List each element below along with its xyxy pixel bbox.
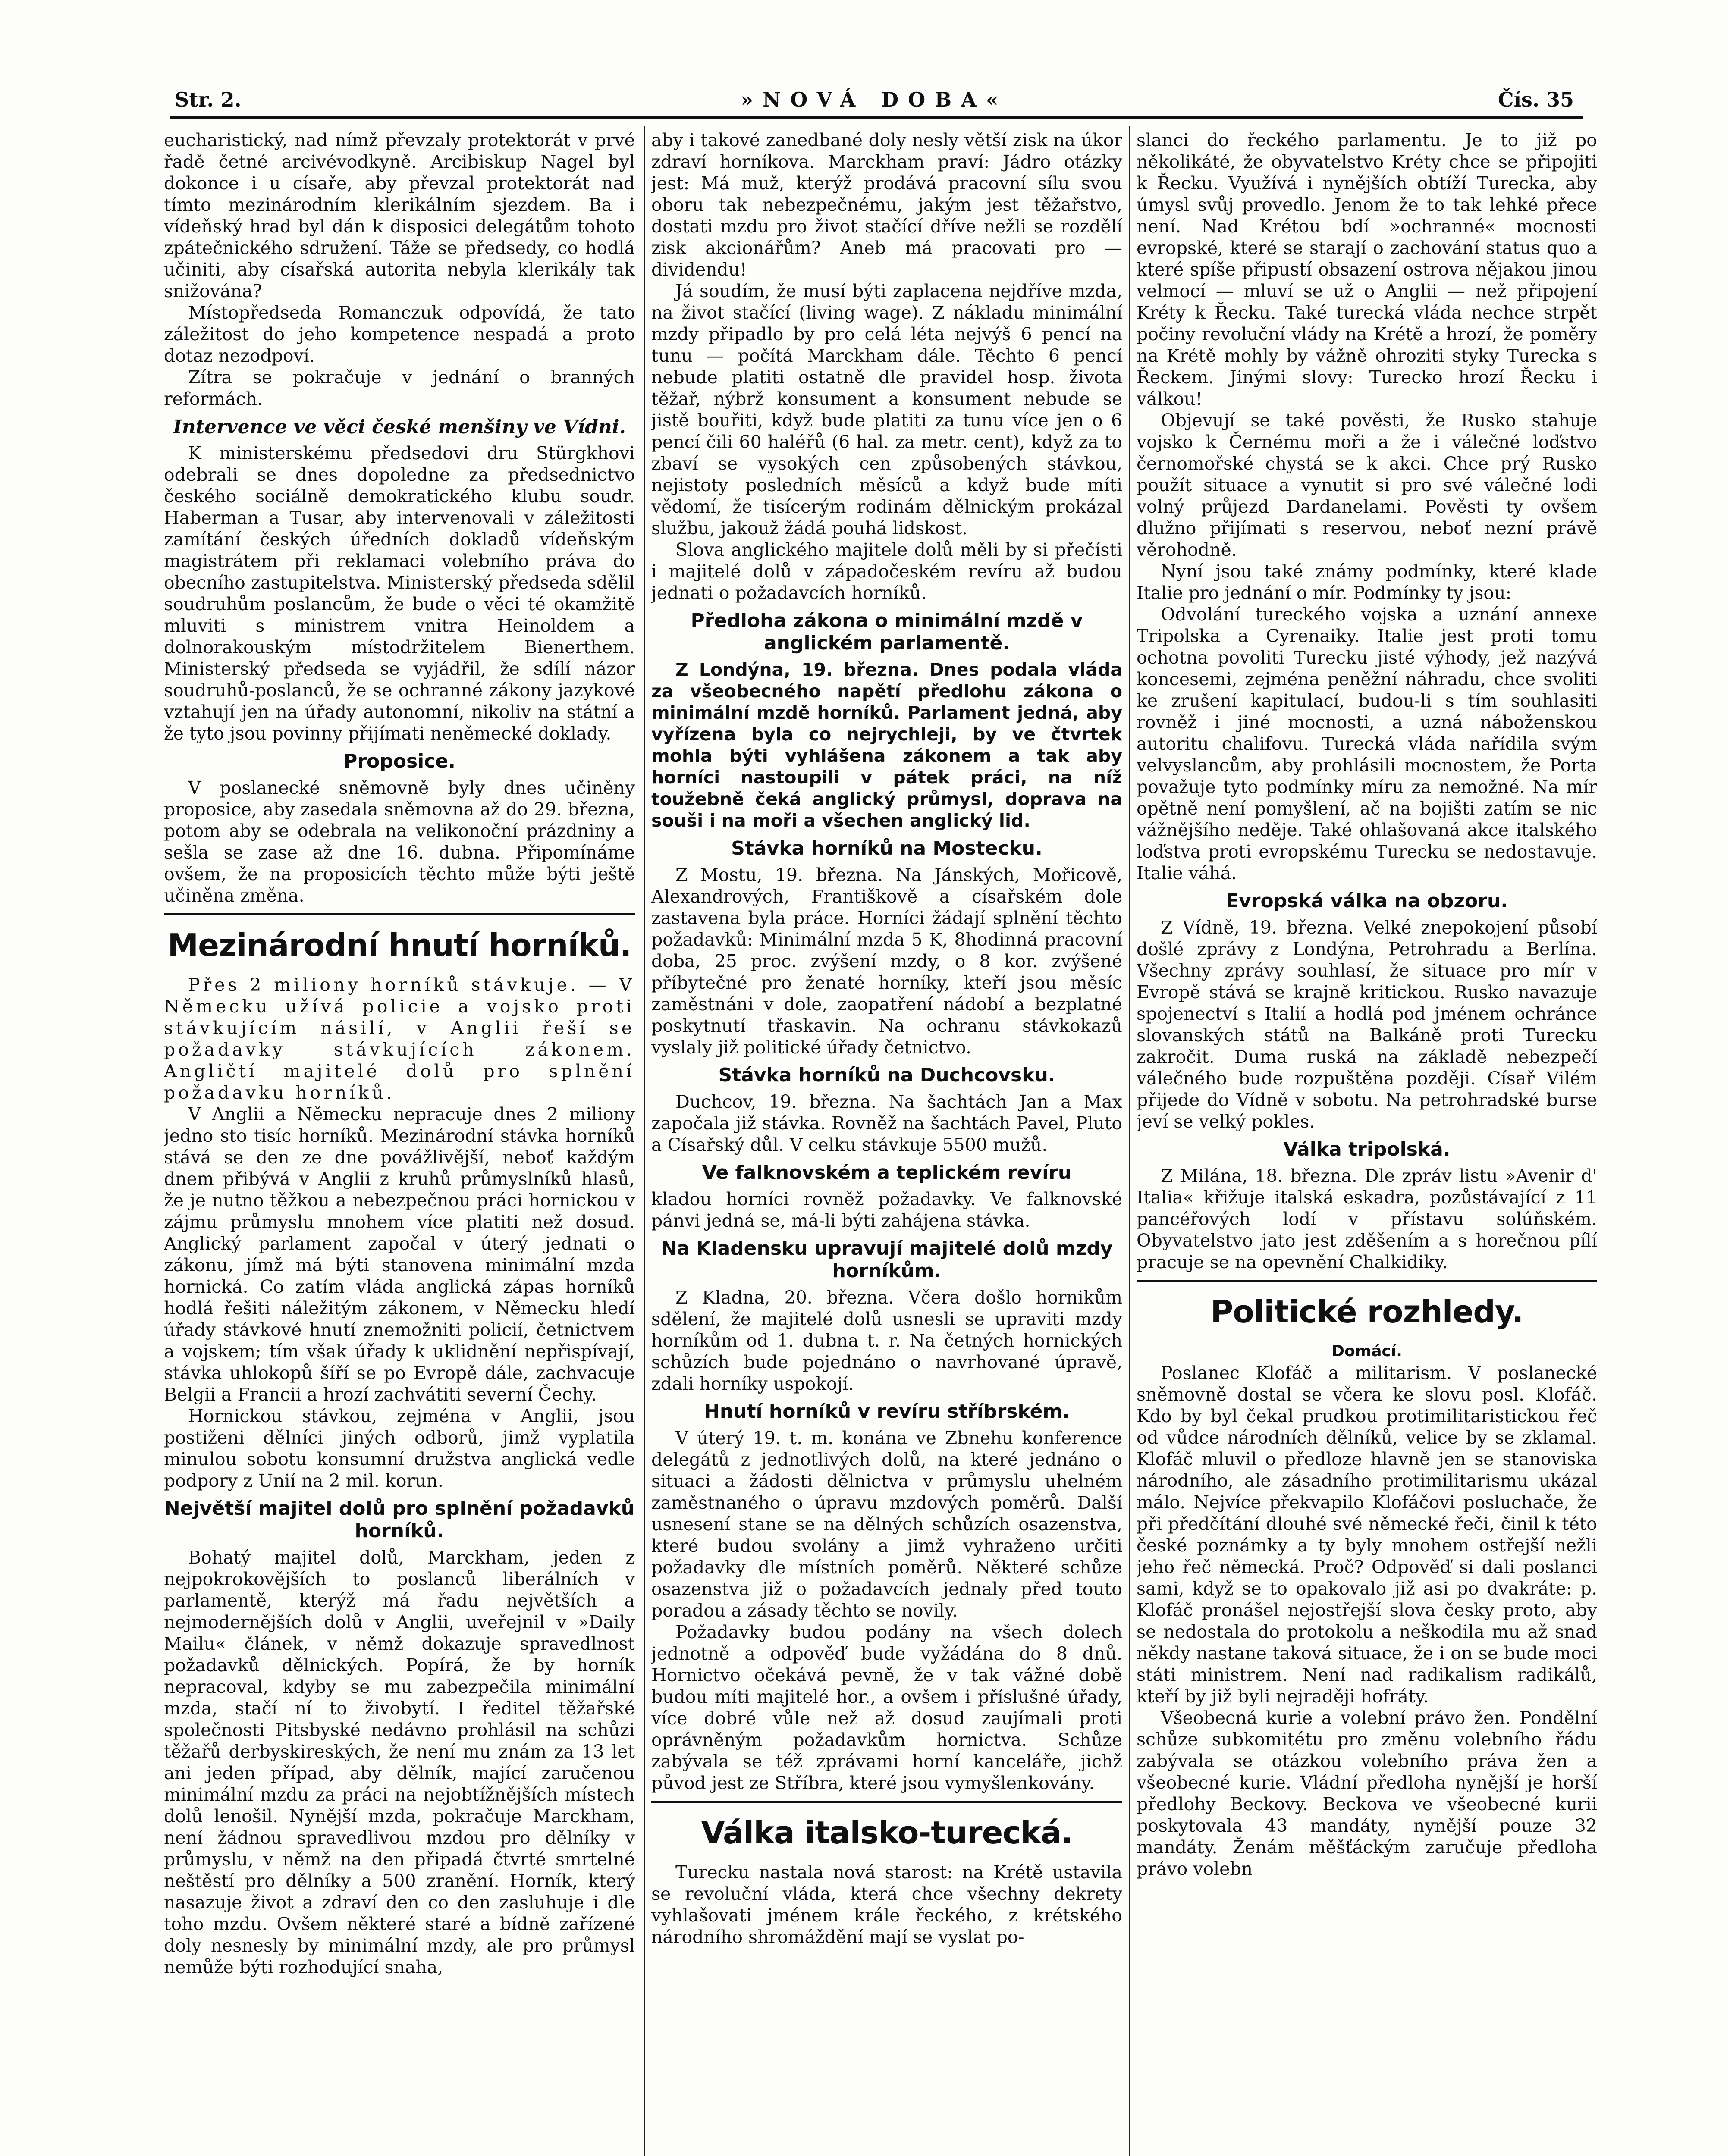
lead-paragraph: Přes 2 miliony horníků stávkuje. — V Německu užívá policie a vojsko proti stávkujícím násilí, v Anglii řeší se požadavky stávkujících zákonem. Angličtí majitelé dolů pro splnění požadavku horníků.	[164, 975, 635, 1103]
article-paragraph: Turecku nastala nová starost: na Krétě ustavila se revoluční vláda, která chce všechny dekrety vyhlašovati jménem krále řeckého, z krétského národního shromáždění mají se vyslat po-	[651, 1862, 1122, 1947]
column-2	[651, 129, 1122, 2156]
article-paragraph: Místopředseda Romanczuk odpovídá, že tato záležitost do jeho kompetence nespadá a proto dotaz nezodpoví.	[164, 302, 635, 366]
section-heading: Ve falknovském a teplickém revíru	[702, 1162, 1072, 1184]
article-paragraph: K ministerskému předsedovi dru Stürgkhovi odebrali se dnes dopoledne za předsednictvo českého sociálně demokratického klubu soudr. Haberman a Tusar, aby intervenovali v záležitosti zamítání českých úředních dokladů vídeňským magistrátem při reklamaci volebního práva do obecního zastupitelstva. Ministerský předseda sdělil soudruhům poslancům, že bude o věci té okamžitě mluviti s ministrem vnitra Heinoldem a dolnorakouským místodržitelem Bienerthem. Ministerský předseda se vyjádřil, že sdílí názor soudruhů-poslanců, že se ochranné zákony jazykové vztahují jen na úřady autonomní, nikoliv na státní a že tyto jsou povinny přijímati neněmecké doklady.	[164, 443, 635, 744]
section-heading: Stávka horníků na Mostecku.	[731, 837, 1042, 859]
main-headline: Válka italsko-turecká.	[701, 1814, 1073, 1851]
header-rule	[170, 116, 1583, 119]
article-paragraph: Zítra se pokračuje v jednání o branných reformách.	[164, 367, 635, 409]
page-number: Str. 2.	[175, 88, 242, 111]
section-heading: Evropská válka na obzoru.	[1226, 890, 1508, 912]
article-paragraph: Objevují se také pověsti, že Rusko stahuje vojsko k Černému moři a že i válečné loďstvo černomořské chystá se k akci. Chce prý Rusko použít situace a vynutit si pro své válečné lodi volný průjezd Dardanelami. Pověsti ty ovšem dlužno přijímati s reservou, neboť nezní právě věrohodně.	[1137, 410, 1597, 560]
main-headline: Politické rozhledy.	[1210, 1294, 1523, 1330]
article-paragraph: Z Mostu, 19. března. Na Jánských, Mořicově, Alexandrových, Františkově a císařském dole zastavena byla práce. Horníci žádají splnění těchto požadavků: Minimální mzda 5 K, 8hodinná pracovní doba, 25 proc. zvýšení mzdy, o 8 kor. zvýšené příbytečné pro ženaté horníky, kteří jsou měsíc zaměstnáni v dole, zaopatření nádobí a bezplatné poskytnutí třaskavin. Na ochranu stávkokazů vyslaly již politické úřady četnictvo.	[651, 865, 1122, 1058]
main-headline: Mezinárodní hnutí horníků.	[167, 927, 631, 963]
article-paragraph: V Anglii a Německu nepracuje dnes 2 miliony jedno sto tisíc horníků. Mezinárodní stávka horníků stává se den ze dne povážlivější, neboť každým dnem přibývá v Anglii z kruhů průmyslníků hlasů, že je nutno těžkou a nebezpečnou práci hornickou v zájmu průmyslu mnohem více platiti než dosud. Anglický parlament započal v úterý jednati o zákonu, jímž má býti stanovena minimální mzda hornická. Co zatím vláda anglická zápas horníků hodlá řešiti náležitým zákonem, v Německu hledí úřady stávkové hnutí znemožniti policií, četnictvem a vojskem; tím však úřady k uklidnění nepřispívají, stávka uhlokopů šíří se po Evropě dále, zachvacuje Belgii a Francii a hrozí zachvátiti severní Čechy.	[164, 1104, 635, 1405]
section-heading: Největší majitel dolů pro splnění požadavků horníků.	[164, 1498, 635, 1542]
article-paragraph: Hornickou stávkou, zejména v Anglii, jsou postiženi dělníci jiných odborů, jimž vyplatila minulou sobotu konsumní družstva anglická vedle podpory z Unií na 2 mil. korun.	[164, 1406, 635, 1491]
column-divider	[1129, 126, 1130, 2156]
article-paragraph: Z Kladna, 20. března. Včera došlo hornikům sdělení, že majitelé dolů usnesli se upraviti mzdy horníkům od 1. dubna t. r. Na četných hornických schůzích bude pojednáno o navrhované úpravě, zdali horníky uspokojí.	[651, 1287, 1122, 1394]
issue-number: Čís. 35	[1498, 88, 1574, 111]
column-divider	[644, 126, 645, 2156]
divider	[651, 1801, 1122, 1803]
page-header	[175, 82, 1574, 116]
section-heading: Válka tripolská.	[1283, 1138, 1451, 1160]
section-heading: Proposice.	[343, 750, 455, 772]
section-heading: Stávka horníků na Duchcovsku.	[718, 1064, 1055, 1086]
article-paragraph: Z Vídně, 19. března. Velké znepokojení působí došlé zprávy z Londýna, Petrohradu a Berlína. Všechny zprávy souhlasí, že situace pro mír v Evropě stává se krajně kritickou. Rusko navazuje spojenectví s Italií a hodlá pod jménem ochránce slovanských států na Balkáně proti Turecku zakročit. Duma ruská na základě nebezpečí válečného bude rozpuštěna později. Císař Vilém přijede do Vídně v sobotu. Na petrohradské burse jeví se velký pokles.	[1137, 917, 1597, 1132]
article-paragraph: V úterý 19. t. m. konána ve Zbnehu konference delegátů z jednotlivých dolů, na které jednáno o situaci a žádosti dělnictva v průmyslu uhelném zaměstnaného o úpravu mzdových poměrů. Další usnesení stane se na dělných schůzích osazenstva, které budou svolány a jimž vyhraženo určiti požadavky dle místních poměrů. Některé schůze osazenstva již o požadavcích jednaly před touto poradou a zásady těchto se novily.	[651, 1428, 1122, 1621]
article-paragraph: Všeobecná kurie a volební právo žen. Pondělní schůze subkomitétu pro změnu volebního řádu zabývala se otázkou volebního práva žen a všeobecné kurie. Vládní předloha nynější je horší předlohy Beckovy. Beckova ve všeobecné kurii poskytovala 43 mandáty, nynější pouze 32 mandáty. Ženám měšťáckým zaručuje předloha právo volebn	[1137, 1708, 1597, 1879]
masthead-title: »NOVÁ DOBA«	[741, 88, 1008, 111]
article-paragraph: slanci do řeckého parlamentu. Je to již po několikáté, že obyvatelstvo Kréty chce se připojiti k Řecku. Využívá i nynějších obtíží Turecka, aby úmysl svůj provedlo. Jenom že to tak lehké přece není. Nad Krétou bdí »ochranné« mocnosti evropské, které se starají o zachování status quo a které spíše připustí obsazení ostrova nějakou jinou velmocí — mluví se už o Anglii — než připojení Kréty k Řecku. Také turecká vláda nechce strpět počiny revoluční vlády na Krétě a hrozí, že poměry na Krétě mohly by vážně ohroziti styky Turecka s Řeckem. Jinými slovy: Turecko hrozí Řecku i válkou!	[1137, 130, 1597, 409]
article-paragraph: Odvolání tureckého vojska a uznání annexe Tripolska a Cyrenaiky. Italie jest proti tomu ochotna povoliti Turecku jisté výhody, jež nazývá koncesemi, zejména peněžní náhradu, chce svoliti ke zrušení kapitulací, budou-li s tím souhlasiti rovněž i jiné mocnosti, a uzná náboženskou autoritu chalifovu. Turecká vláda nařídila svým velvyslancům, aby prohlásili mocnostem, že Porta považuje tyto podmínky míru za nemožné. Na mír opětně není pomyšlení, ač na bojišti zatím se nic vážnějšího neděje. Také ohlašovaná akce italského loďstva proti evropskému Turecku se nedostavuje. Italie váhá.	[1137, 604, 1597, 884]
article-paragraph: Já soudím, že musí býti zaplacena nejdříve mzda, na život stačící (living wage). Z nákladu minimální mzdy připadlo by pro celá léta nejvýš 6 pencí na tunu — počítá Marckham dále. Těchto 6 pencí nebude platiti ostatně dle pravidel hosp. života těžař, nýbrž konsument a konsument nebude se jistě bouřiti, když bude platiti za tunu více jen o 6 pencí čili 60 haléřů (6 hal. za metr. cent), když za to zbaví se vysokých cen způsobených stávkou, nejistoty posledních měsíců a když bude míti vědomí, že tisícerým rodinám dělnickým prokázal službu, jakouž žádá pouhá lidskost.	[651, 281, 1122, 539]
divider	[164, 913, 635, 915]
article-paragraph: kladou horníci rovněž požadavky. Ve falknovské pánvi jedná se, má-li býti zahájena stávka.	[651, 1189, 1122, 1231]
article-paragraph: Nyní jsou také známy podmínky, které klade Italie pro jednání o mír. Podmínky ty jsou:	[1137, 561, 1597, 603]
divider	[1137, 1280, 1597, 1282]
article-paragraph: eucharistický, nad nímž převzaly protektorát v prvé řadě četné arcivévodkyně. Arcibiskup Nagel byl dokonce i u císaře, aby převzal protektorát nad tímto mezinárodním klerikálním sjezdem. Ba i vídeňský hrad byl dán k disposici delegátům tohoto zpátečnického sdružení. Táže se předsedy, co hodlá učiniti, aby císařská autorita nebyla klerikály tak snižována?	[164, 130, 635, 301]
section-heading: Předloha zákona o minimální mzdě v anglickém parlamentě.	[691, 610, 1083, 654]
section-heading: Na Kladensku upravují majitelé dolů mzdy horníkům.	[661, 1238, 1113, 1282]
column-3	[1137, 129, 1597, 2156]
article-paragraph: Z Milána, 18. března. Dle zpráv listu »Avenir d' Italia« křižuje italská eskadra, pozůstávající z 11 pancéřových lodí v přístavu solúňském. Obyvatelstvo jato jest zděšením a s horečnou pílí pracuje se na opevnění Chalkidiky.	[1137, 1166, 1597, 1272]
subsection-heading: Domácí.	[1331, 1342, 1402, 1360]
article-paragraph: Poslanec Klofáč a militarism. V poslanecké sněmovně dostal se včera ke slovu posl. Klofáč. Kdo by byl čekal prudkou protimilitaristickou řeč od vůdce národních dělníků, velice by se zklamal. Klofáč mluvil o předloze hlavně jen se stanoviska národního, ale zásadního protimilitarismu ukázal málo. Nejvíce překvapilo Klofáčovi posluchače, že při předčítání dlouhé své německé řeči, činil k této české poznámky a ty byly mnohem ostřejší nežli jeho řeč německá. Proč? Odpověď si dali poslanci sami, když se to opakovalo již asi po dvakráte: p. Klofáč pronášel nejostřejší slova česky proto, aby se nedostala do protokolu a neškodila mu až snad někdy nastane taková situace, že i on se bude moci státi ministrem. Není nad radikalism radikálů, kteří by již byli nejraději hofráty.	[1137, 1363, 1597, 1707]
section-heading: Intervence ve věci české menšiny ve Vídni.	[173, 416, 626, 438]
article-paragraph: Požadavky budou podány na všech dolech jednotně a odpověď bude vyžádána do 8 dnů. Hornictvo očekává pevně, že v tak vážné době budou míti majitelé hor., a ovšem i příslušné úřady, více dobré vůle než až dosud zaujímali proti oprávněným požadavkům hornictva. Schůze zabývala se též zprávami horní kanceláře, jichž původ jest ze Stříbra, které jsou vymyšlenkovány.	[651, 1622, 1122, 1793]
column-1	[164, 129, 635, 2156]
article-paragraph: Bohatý majitel dolů, Marckham, jeden z nejpokrokovějších to poslanců liberálních v parlamentě, kterýž má řadu největších a nejmodernějších dolů v Anglii, uveřejnil v »Daily Mailu« článek, v němž dokazuje spravedlnost požadavků dělnických. Popírá, že by horník nepracoval, kdyby se mu zabezpečila minimální mzda, stačí ní to živobytí. I ředitel těžařské společnosti Pitsbyské nedávno prohlásil na schůzi těžařů derbyskireských, že není mu znám za 13 let ani jeden případ, aby dělník, mající zaručenou minimální mzdu za práci na nejobtížnějších místech dolů lenošil. Nynější mzda, pokračuje Marckham, není žádnou spravedlivou mzdou pro dělníky v průmyslu, v němž na den připadá čtvrté smrtelné neštěstí pro dělníky a 500 zranění. Horník, který nasazuje život a zdraví den co den zasluhuje i dle toho mzdu. Ovšem některé staré a bídně zařízené doly nesnesly by minimální mzdy, ale pro průmysl nemůže býti rozhodující snaha,	[164, 1547, 635, 1977]
article-paragraph: aby i takové zanedbané doly nesly větší zisk na úkor zdraví horníkova. Marckham praví: Jádro otázky jest: Má muž, kterýž prodává pracovní sílu svou oboru tak nebezpečnému, jakým jest těžařstvo, dostati mzdu pro život stačící dříve nežli se rozdělí zisk akcionářům? Aneb má pracovati pro — dividendu!	[651, 130, 1122, 280]
article-paragraph: Slova anglického majitele dolů měli by si přečísti i majitelé dolů v západočeském revíru až budou jednati o požadavcích horníků.	[651, 539, 1122, 603]
article-paragraph: V poslanecké sněmovně byly dnes učiněny proposice, aby zasedala sněmovna až do 29. března, potom aby se odebrala na velikonoční prázdniny a sešla se zase až dne 16. dubna. Připomínáme ovšem, že na proposicích těchto může býti ještě učiněna změna.	[164, 777, 635, 906]
article-paragraph: Duchcov, 19. března. Na šachtách Jan a Max započala již stávka. Rovněž na šachtách Pavel, Pluto a Císařský důl. V celku stávkuje 5500 mužů.	[651, 1091, 1122, 1155]
section-heading: Hnutí horníků v revíru stříbrském.	[704, 1401, 1070, 1423]
article-paragraph: Z Londýna, 19. března. Dnes podala vláda za všeobecného napětí předlohu zákona o minimální mzdě horníků. Parlament jedná, aby vyřízena byla co nejrychleji, by ve čtvrtek mohla býti vyhlášena zákonem a tak aby horníci nastoupili v pátek práci, na níž toužebně čeká anglický průmysl, doprava na souši i na moři a všechen anglický lid.	[651, 659, 1122, 831]
